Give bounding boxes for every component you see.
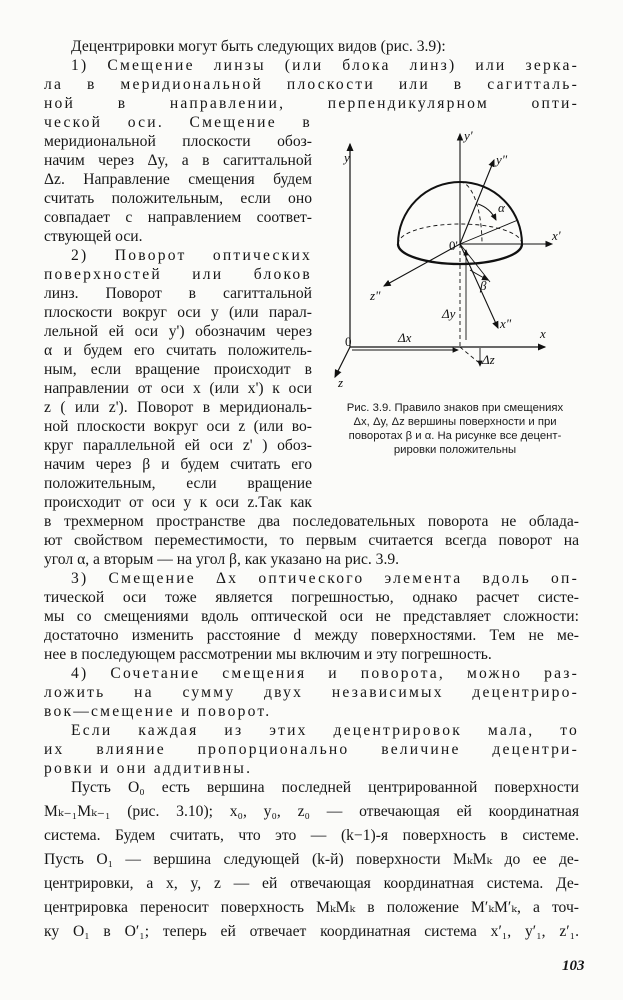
label-y-prime: y' [464,128,473,143]
text-line: лельной ей оси y') обозначим через [44,323,312,340]
label-alpha: α [498,200,505,215]
caption-line: Рис. 3.9. Правило знаков при смещениях [346,402,564,414]
page-number: 103 [562,958,585,974]
text-line: ровки и они аддитивны. [44,760,253,777]
text-line: 2) Поворот оптических [71,247,312,264]
label-origin-prime: 0' [449,238,458,253]
text-line: угол α, а вторым — на угол β, как указано на рис. 3.9. [44,551,400,568]
label-origin: 0 [345,334,352,349]
text-line: ческой оси. Смещение в [44,114,312,131]
text-line: α и будем его считать положитель- [44,342,312,359]
label-y-dprime: y" [496,152,508,167]
text-line: мы со смещениями вдоль оптической оси не представляет сложности: [44,608,579,625]
figure-caption [326,401,584,457]
text-line: линз. Поворот в сагиттальной [44,285,312,302]
text-line: 1) Смещение линзы (или блока линз) или зерка- [71,57,579,74]
text-line: в трехмерном пространстве два последовательных поворота не облада- [44,513,579,530]
text-line: Если каждая из этих децентрировок мала, то [71,722,579,739]
text-line: круг параллельной ей оси z' ) обоз- [44,437,312,454]
label-dy: Δy [442,306,456,321]
text-line: Пусть O₁ — вершина следующей (k-й) поверхности MₖMₖ до ее де- [44,851,579,868]
text-line: ют свойством переместимости, то первым считается всегда поворот на [44,532,579,549]
text-line: Mₖ₋₁Mₖ₋₁ (рис. 3.10); x₀, y₀, z₀ — отвечающая ей координатная [44,803,579,820]
text-line: 4) Сочетание смещения и поворота, можно раз- [71,665,579,682]
axis-y-dprime [460,160,494,244]
text-line: вок—смещение и поворот. [44,703,272,720]
text-line: их влияние пропорционально величине децентри- [44,741,579,758]
text-line: ла в меридиональной плоскости или в сагитталь- [44,76,579,93]
text-line: начим через β и будем считать его [44,456,312,473]
text-line: Децентрировки могут быть следующих видов (рис. 3.9): [71,38,446,55]
text-line: ной плоскости вокруг оси z (или во- [44,418,312,435]
label-x-prime: x' [552,228,561,243]
label-z: z [338,375,344,390]
text-line: поверхностей или блоков [44,266,312,283]
text-line: ной в направлении, перпендикулярном опти- [44,95,579,112]
text-line: направлении от оси x (или x') к оси [44,380,312,397]
label-dz: Δz [482,352,495,367]
text-line: центрировки, а x, y, z — ей отвечающая координатная система. Де- [44,875,579,892]
text-line: нее в последующем рассмотрении мы включим и эту погрешность. [44,646,492,663]
text-line: ствующей оси. [44,228,143,245]
label-y: y [344,150,350,165]
label-z-dprime: z" [370,288,381,303]
text-line: z ( или z'). Поворот в меридиональ- [44,399,312,416]
text-line: центрировка переносит поверхность MₖMₖ в положение M′ₖM′ₖ, а точ- [44,899,579,916]
text-line: ложить на сумму двух независимых децентриро- [44,684,579,701]
text-line: тической оси тоже является погрешностью, однако расчет систе- [44,589,579,606]
text-line: ку O₁ в O′₁; теперь ей отвечает координатная система x′₁, y′₁, z′₁. [44,923,579,940]
caption-line: поворотах β и α. На рисунке все децент- [348,430,562,442]
label-dx: Δx [398,330,412,345]
caption-line: рировки положительны [393,444,517,456]
text-line: происходит от оси y к оси z.Так как [44,494,312,511]
text-line: Δz. Направление смещения будем [44,171,312,188]
text-line: Пусть O₀ есть вершина последней центрированной поверхности [71,779,579,796]
text-line: система. Будем считать, что это — (k−1)-я поверхность в системе. [44,827,579,844]
caption-line: Δx, Δy, Δz вершины поверхности и при [353,416,557,428]
label-beta: β [480,278,487,293]
text-line: положительным, если вращение [44,475,312,492]
text-line: ным, если вращение происходит в [44,361,312,378]
text-line: начим через Δy, а в сагиттальной [44,152,312,169]
text-line: достаточно изменить расстояние d между поверхностями. Тем не ме- [44,627,579,644]
text-line: считать положительным, если оно [44,190,312,207]
text-line: плоскости вокруг оси y (или парал- [44,304,312,321]
label-x: x [540,326,546,341]
text-line: меридиональной плоскости обоз- [44,133,312,150]
text-line: совпадает с направлением соответ- [44,209,312,226]
label-x-dprime: x" [500,316,512,331]
figure-3-9 [330,122,570,392]
axis-z [335,347,350,377]
text-line: 3) Смещение Δx оптического элемента вдоль оп- [71,570,579,587]
